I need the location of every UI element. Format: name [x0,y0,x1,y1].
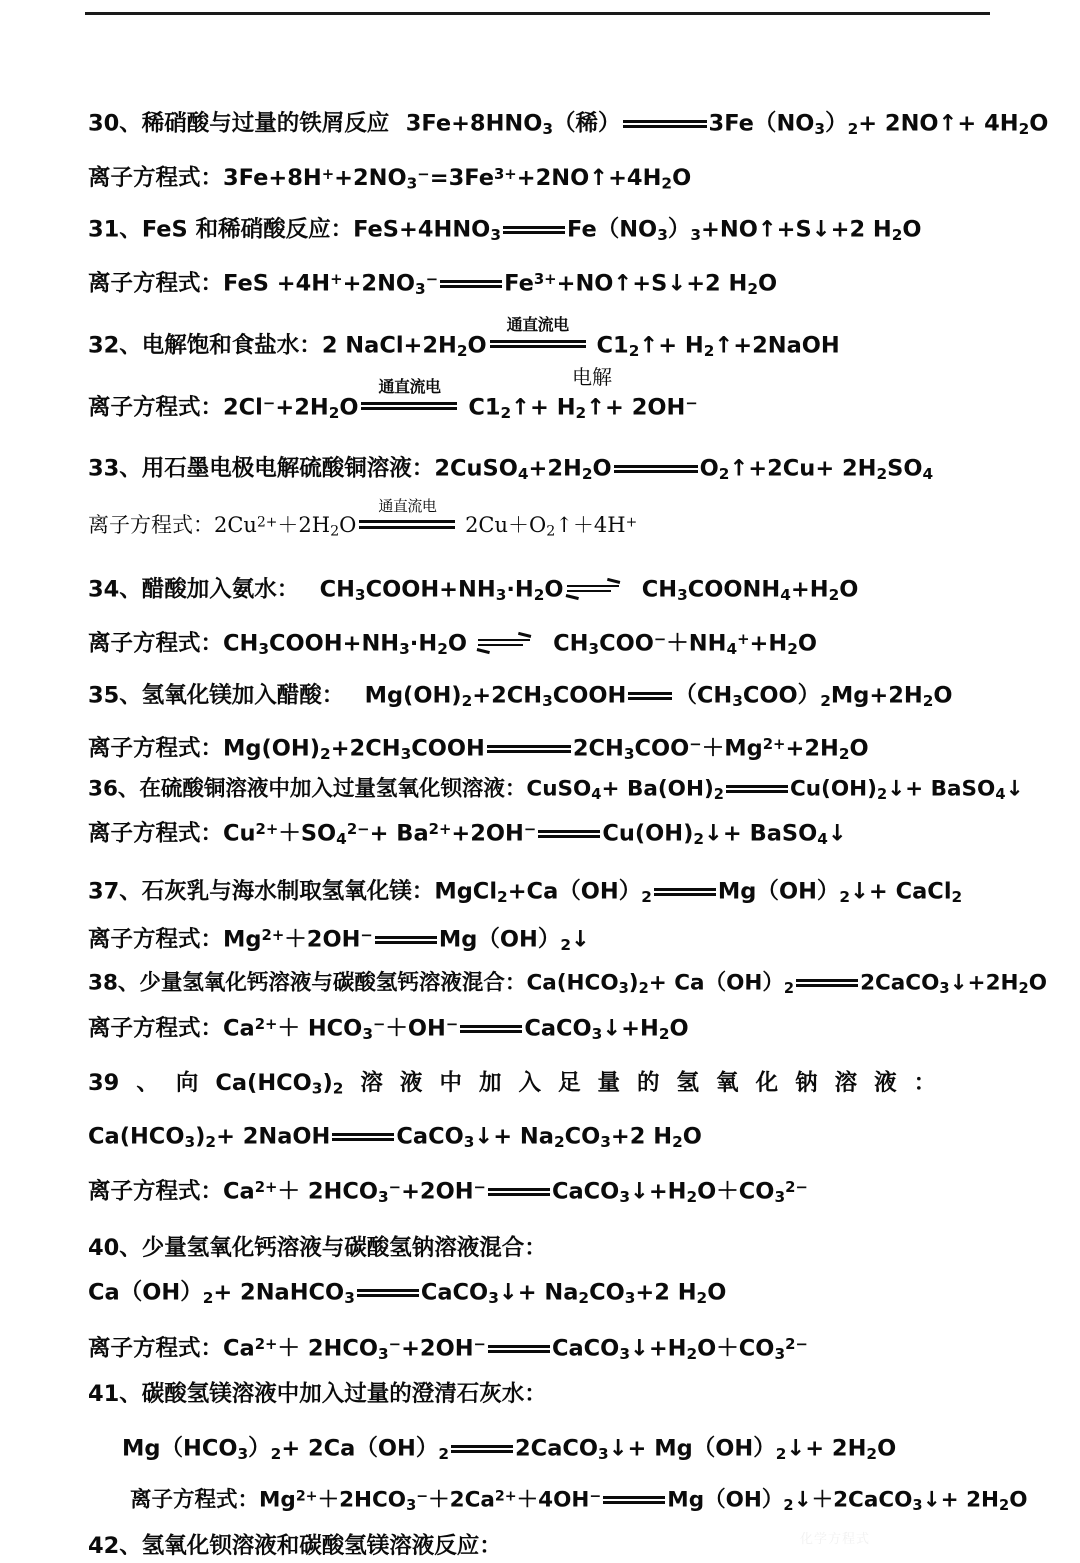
entry-33-title-line: 33、用石墨电极电解硫酸铜溶液：$2CuSO_4+2H_2O$ $O_2↑+2Cu+ 2H_2SO_4$ [88,455,934,483]
entry-32-title-line: 32、电解饱和食盐水：2 $NaCl+2H_2O$ 通直流电 $C1_2↑+$ $H_2↑+2NaOH$ [88,315,840,360]
entry-30-title-line: 30、稀硝酸与过量的铁屑反应 $3Fe+8HNO_3$（稀） $3Fe(NO_3)_2+$ 2NO↑+ $4H_2O$ [88,110,1049,138]
entry-32-ion-line: 离子方程式：$2Cl^-+2H_2O$ 通直流电 $C1_2↑+$ $H_2↑+ 2OH^-$ [88,377,698,422]
page-watermark: 化学方程式 [800,1532,871,1547]
entry-36-title-line: 36、在硫酸铜溶液中加入过量氢氧化钡溶液：CuSO$_4$+ $Ba(OH)_2$ $Cu(OH)_2↓+$ BaSO$_4$↓ [88,776,1024,803]
entry-34-ion-line: 离子方程式：$CH_3COOH+NH_3\cdot H_2O$ $CH_3COO^-+NH_4^++H_2O$ [88,630,818,658]
entry-38-ion-line: 离子方程式：$Ca^{2+}+ HCO_3^-+OH^-$ $CaCO_3↓+H_2O$ [88,1015,689,1043]
entry-38-title-line: 38、少量氢氧化钙溶液与碳酸氢钙溶液混合：$Ca(HCO_3)_2+ Ca(OH)_2$ $2CaCO_3↓+2H_2O$ [88,970,1047,997]
entry-41-title-line: 41、碳酸氢镁溶液中加入过量的澄清石灰水： [88,1381,547,1407]
entry-37-title-line: 37、石灰乳与海水制取氢氧化镁：$MgCl_2+Ca(OH)_2$ $Mg(OH)_2↓+$ CaCl$_2$ [88,878,963,906]
entry-41-equation-line: $Mg(HCO_3)_2+ 2Ca(OH)_2$ 2CaCO$_3$↓+ $Mg(OH)_2↓+ 2H_2O$ [122,1435,897,1463]
entry-35-title-line: 35、氢氧化镁加入醋酸： $Mg(OH)_2+2CH_3COOH$ $(CH_3COO)_2Mg+2H_2O$ [88,682,953,710]
entry-39-title-line: 39 、 向 $Ca(HCO_3)_2$ 溶 液 中 加 入 足 量 的 氢 氧 化 钠 溶 液 ： [88,1070,937,1098]
entry-42-title-line: 42、氢氧化钡溶液和碳酸氢镁溶液反应： [88,1533,502,1559]
entry-40-title-line: 40、少量氢氧化钙溶液与碳酸氢钠溶液混合： [88,1235,547,1261]
entry-35-ion-line: 离子方程式：$Mg(OH)_2+2CH_3COOH$ $2CH_3COO^-+Mg^{2+}+2H_2O$ [88,735,869,763]
entry-36-ion-line: 离子方程式：$Cu^{2+}+SO_4^{2-}+ Ba^{2+}+2OH^-$ $Cu(OH)_2↓+$ BaSO$_4$↓ [88,820,847,848]
page-top-rule [85,12,990,15]
entry-31-ion-line: 离子方程式：FeS $+4H^++2NO_3^-$ $Fe^{3+}+NO↑+S↓+2$ $H_2O$ [88,270,778,298]
entry-32-condition-below: 电解 [572,365,612,389]
entry-37-ion-line: 离子方程式：$Mg^{2+}+2OH^-$ $Mg(OH)_2↓$ [88,926,590,954]
entry-30-ion-line: 离子方程式：$3Fe+8H^++2NO_3^-=3Fe^{3+}+2NO↑+4H_2O$ [88,165,692,193]
entry-40-ion-line: 离子方程式：$Ca^{2+}+ 2HCO_3^-+2OH^-$ $CaCO_3↓+H_2O+CO_3^{2-}$ [88,1335,808,1363]
entry-39-equation-line: $Ca(HCO_3)_2+$ 2NaOH CaCO$_3$↓+ $Na_2CO_3+2$ $H_2O$ [88,1123,702,1151]
entry-31-title-line: 31、FeS 和稀硝酸反应：$FeS+4HNO_3$ $Fe(NO_3)_3+NO↑+S↓+2$ $H_2O$ [88,216,922,244]
entry-33-ion-line: 离子方程式：$2Cu^{2+}+2H_2O$ 通直流电 $2Cu+O_2↑+4H^+$ [88,497,638,540]
entry-39-ion-line: 离子方程式：$Ca^{2+}+ 2HCO_3^-+2OH^-$ $CaCO_3↓+H_2O+CO_3^{2-}$ [88,1178,808,1206]
entry-40-equation-line: $Ca(OH)_2+$ 2NaHCO$_3$ CaCO$_3$↓+ $Na_2CO_3+2$ $H_2O$ [88,1279,727,1307]
entry-41-ion-line: 离子方程式：$Mg^{2+}+2HCO_3^-+2Ca^{2+}+4OH^-$ $Mg(OH)_2↓+2CaCO_3↓+ 2H_2O$ [130,1487,1028,1514]
entry-34-title-line: 34、醋酸加入氨水： $CH_3COOH+NH_3\cdot H_2O$ $CH_3COONH_4+H_2O$ [88,576,859,604]
